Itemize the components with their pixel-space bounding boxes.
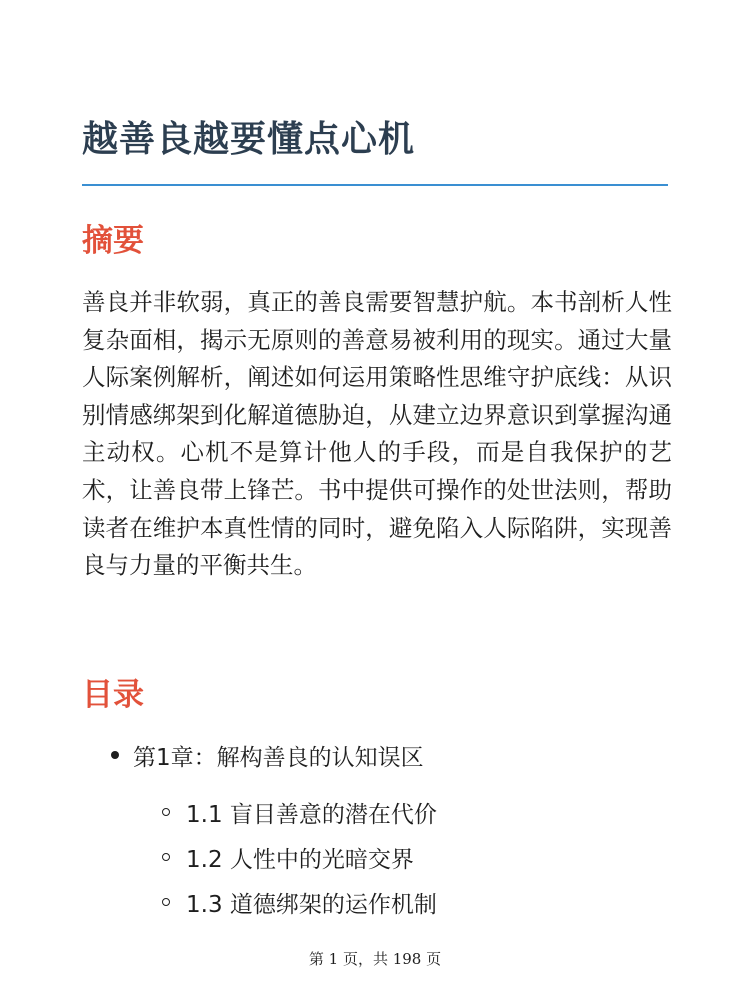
abstract-heading: 摘要 xyxy=(82,223,144,259)
circle-bullet-icon xyxy=(162,898,170,906)
toc-chapter-label: 第1章：解构善良的认知误区 xyxy=(133,744,424,771)
title-divider xyxy=(82,184,668,186)
circle-bullet-icon xyxy=(162,808,170,816)
toc-heading: 目录 xyxy=(82,677,144,713)
page-number-footer: 第 1 页，共 198 页 xyxy=(308,950,442,968)
toc-section-1-3[interactable] xyxy=(162,882,437,922)
circle-bullet-icon xyxy=(162,853,170,861)
abstract-paragraph: 善良并非软弱，真正的善良需要智慧护航。本书剖析人性复杂面相，揭示无原则的善意易被利用的现实。通过大量人际案例解析，阐述如何运用策略性思维守护底线：从识别情感绑架到化解道德胁迫，从建立边界意识到掌握沟通主动权。心机不是算计他人的手段，而是自我保护的艺术，让善良带上锋芒。书中提供可操作的处世法则，帮助读者在维护本真性情的同时，避免陷入人际陷阱，实现善良与力量的平衡共生。 xyxy=(82,288,672,580)
document-title: 越善良越要懂点心机 xyxy=(82,119,416,160)
disc-bullet-icon xyxy=(111,751,119,759)
toc-section-1-1[interactable] xyxy=(162,792,437,832)
toc-section-label: 1.2 人性中的光暗交界 xyxy=(186,846,414,873)
toc-section-label: 1.3 道德绑架的运作机制 xyxy=(186,891,437,918)
toc-section-label: 1.1 盲目善意的潜在代价 xyxy=(186,801,437,828)
toc-section-1-2[interactable] xyxy=(162,837,414,877)
toc-chapter-1[interactable] xyxy=(111,733,424,777)
